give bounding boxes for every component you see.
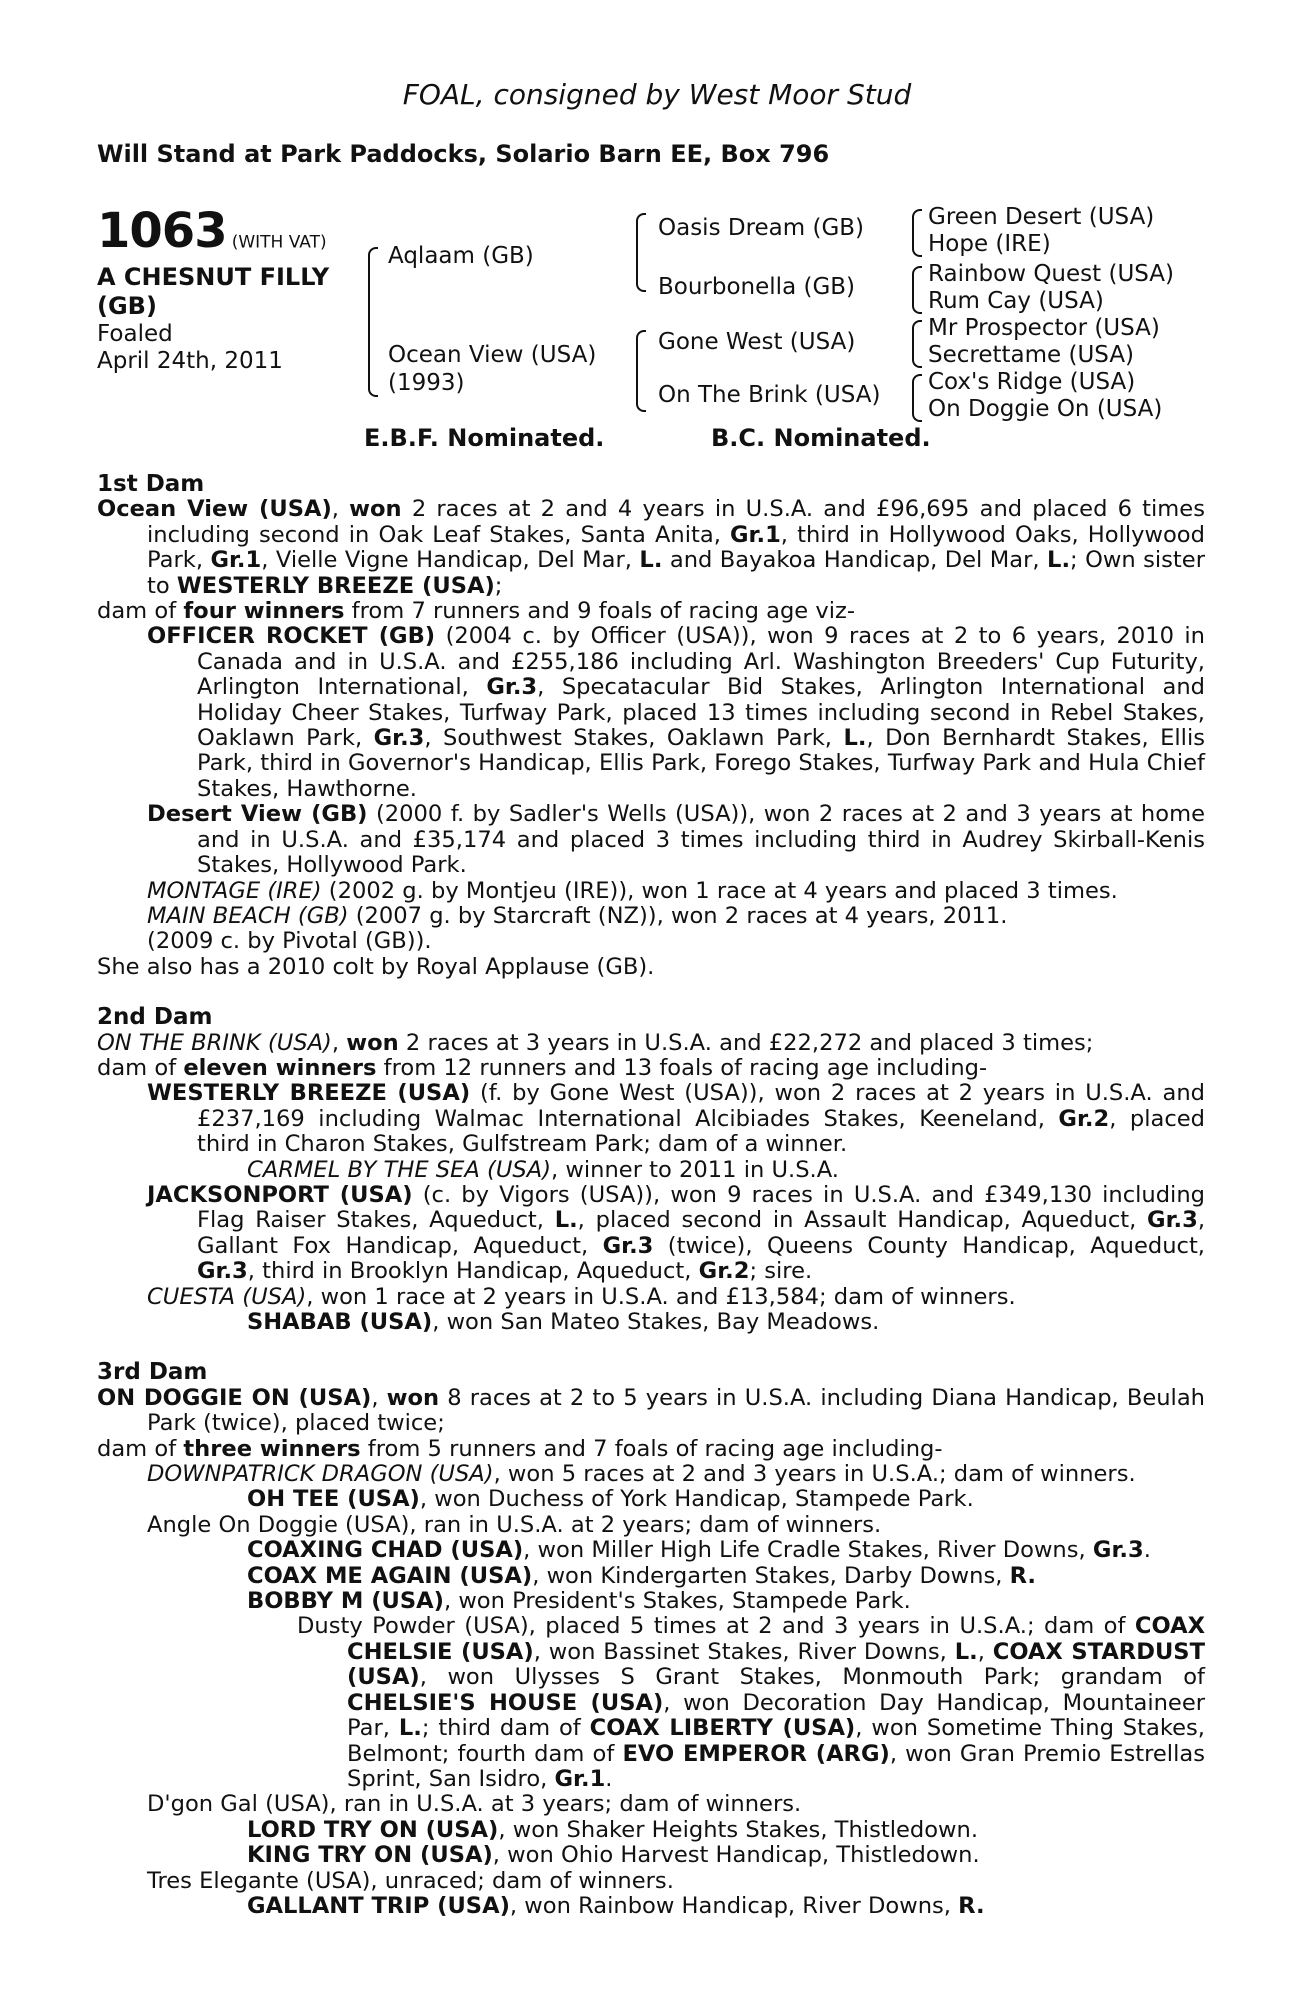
text: , won San Mateo Stakes, Bay Meadows. [432, 1309, 880, 1335]
text: , won Ulysses S Grant Stakes, Monmouth Park; grandam of [419, 1664, 1205, 1691]
horse-name: KING TRY ON (USA) [247, 1842, 493, 1869]
text: , placed second in Assault Handicap, Aqueduct, [577, 1207, 1148, 1234]
text: , won Sometime Thing Stakes, Belmont; fourth dam of [347, 1715, 1205, 1767]
gdam-1: Hope (IRE) [928, 231, 1051, 257]
horse-name: EVO EMPEROR (ARG) [622, 1740, 890, 1767]
text: dam of [97, 598, 184, 625]
listed: L. [1047, 547, 1071, 574]
winners-count: eleven winners [183, 1054, 377, 1081]
listed: L. [398, 1715, 422, 1742]
won-label: won [349, 496, 402, 523]
produce-pivotal-colt: (2009 c. by Pivotal (GB)). [147, 928, 432, 955]
produce-cuesta [97, 1285, 1205, 1310]
horse-name: SHABAB (USA) [247, 1309, 433, 1335]
text: ; sire. [749, 1258, 813, 1285]
text: , won Bassinet Stakes, River Downs, [533, 1638, 955, 1665]
restricted: R. [1009, 1562, 1037, 1589]
horse-name: JACKSONPORT (USA) [147, 1181, 413, 1208]
text: , placed third in Charon Stakes, Gulfstream Park; dam of a winner. [197, 1105, 1205, 1158]
record-text: and Bayakoa Handicap, Del Mar, [662, 547, 1048, 574]
produce-record [97, 472, 1205, 1919]
won-label: won [386, 1384, 440, 1411]
third-dam-record: ON DOGGIE ON (USA), won 8 races at 2 to 5 years in U.S.A. including Diana Handicap, Beulah Park (twice), placed twice; [97, 1384, 1206, 1437]
sire: Aqlaam (GB) [388, 243, 534, 269]
grade: Gr.1 [210, 547, 262, 574]
first-dam-produce-summary [97, 599, 1205, 624]
text: (2004 c. by Officer (USA)), won 9 races at 2 to 6 years, 2010 in Canada and in U.S.A. and £255,186 including Arl. Washington Breeders' Cup Futurity, Arlington International, [197, 623, 1206, 701]
horse-name: LORD TRY ON (USA) [247, 1816, 499, 1843]
text: from 5 runners and 7 foals of racing age including- [360, 1435, 943, 1462]
listed: L. [639, 547, 663, 574]
text: dam of [97, 1435, 184, 1462]
text: , won Gran Premio Estrellas Sprint, San Isidro, [347, 1740, 1205, 1792]
text: ; third dam of [421, 1715, 590, 1742]
pedigree-bracket-2 [636, 213, 646, 292]
text: , Gallant Fox Handicap, Aqueduct, [197, 1207, 1205, 1259]
produce-dusty-powder [97, 1614, 1205, 1792]
produce-dgon-gal: D'gon Gal (USA), ran in U.S.A. at 3 years; dam of winners. [147, 1791, 802, 1818]
text: , won Decoration Day Handicap, Mountaineer Par, [347, 1689, 1206, 1742]
consignor-title: FOAL, consigned by West Moor Stud [402, 78, 912, 111]
sire-dam: Bourbonella (GB) [658, 274, 856, 300]
also-has: She also has a 2010 colt by Royal Applause (GB). [97, 953, 655, 980]
text: , won Duchess of York Handicap, Stampede Park. [419, 1486, 974, 1513]
text: , won 5 races at 2 and 3 years in U.S.A.; dam of winners. [493, 1461, 1136, 1488]
horse-name: GALLANT TRIP (USA) [247, 1892, 510, 1919]
text: , third in Brooklyn Handicap, Aqueduct, [247, 1258, 699, 1285]
first-dam-heading: 1st Dam [97, 471, 205, 497]
second-dam-record: ON THE BRINK (USA), won 2 races at 3 years in U.S.A. and £22,272 and placed 3 times; [97, 1029, 1094, 1056]
produce-bobby-m [97, 1589, 1205, 1614]
grade: Gr.3 [1147, 1207, 1198, 1234]
text: dam of [97, 1054, 184, 1081]
text: , won Ohio Harvest Handicap, Thistledown. [492, 1842, 980, 1869]
second-dam-name: ON THE BRINK (USA) [97, 1029, 332, 1056]
lot-sex-2: (GB) [97, 292, 157, 320]
horse-name: COAX STARDUST (USA) [347, 1638, 1205, 1691]
text: (2007 g. by Starcraft (NZ)), won 2 races at 4 years, 2011. [348, 902, 1008, 929]
text: , winner to 2011 in U.S.A. [551, 1156, 839, 1183]
winners-count: three winners [183, 1435, 361, 1462]
produce-carmel [97, 1158, 1205, 1183]
pedigree-bracket-3 [636, 330, 646, 412]
produce-officer-rocket [97, 624, 1205, 802]
listed: L. [554, 1207, 578, 1234]
text: . [605, 1765, 613, 1792]
text: (2002 g. by Montjeu (IRE)), won 1 race at 4 years and placed 3 times. [321, 877, 1118, 904]
text: , [977, 1638, 993, 1665]
gsire-3: Mr Prospector (USA) [928, 315, 1160, 341]
grade: Gr.3 [197, 1258, 248, 1285]
produce-desert-view [97, 802, 1205, 878]
first-dam-record: Ocean View (USA), won 2 races at 2 and 4 years in U.S.A. and £96,695 and placed 6 times including second in Oak Leaf Stakes, Santa Anita, Gr.1, third in Hollywood Oaks, Hollywood Park, Gr.1, Vielle Vigne Handicap, Del Mar, L. and Bayakoa Handicap, Del Mar, L.; Own sister to WESTERLY BREEZE (USA); [97, 496, 1205, 599]
produce-shabab [97, 1310, 1205, 1335]
horse-name: COAX ME AGAIN (USA) [247, 1562, 533, 1589]
dam-sire: Gone West (USA) [658, 329, 856, 355]
record-text: ; [494, 572, 503, 599]
produce-jacksonport [97, 1183, 1205, 1285]
grade: Gr.3 [373, 725, 425, 752]
text: , won Rainbow Handicap, River Downs, [509, 1892, 959, 1919]
bc-nominated: B.C. Nominated. [711, 424, 931, 452]
text: , won Miller High Life Cradle Stakes, River Downs, [523, 1537, 1093, 1564]
produce-westerly-breeze [97, 1081, 1205, 1157]
won-label: won [346, 1029, 399, 1056]
text: (c. by Vigors (USA)), won 9 races in U.S.A. and £349,130 including Flag Raiser Stakes, Aqueduct, [197, 1181, 1206, 1234]
gdam-4: On Doggie On (USA) [928, 396, 1163, 422]
grade: Gr.3 [486, 674, 538, 701]
pedigree-bracket-5 [912, 266, 922, 314]
grade: Gr.1 [730, 521, 781, 548]
produce-montage [97, 879, 1205, 904]
text: (twice), Queens County Handicap, Aqueduct, [653, 1232, 1205, 1259]
text: , won President's Stakes, Stampede Park. [443, 1588, 911, 1615]
restricted: R. [958, 1892, 985, 1919]
horse-name: OFFICER ROCKET (GB) [147, 623, 436, 650]
winners-count: four winners [183, 598, 345, 625]
grade: Gr.2 [698, 1258, 750, 1285]
third-dam-name: ON DOGGIE ON (USA) [97, 1384, 372, 1411]
listed: L. [843, 725, 867, 752]
grade: Gr.2 [1058, 1105, 1110, 1132]
produce-lord-try-on [97, 1818, 1205, 1843]
pedigree-bracket-6 [912, 320, 922, 368]
text: , won Kindergarten Stakes, Darby Downs, [532, 1562, 1010, 1589]
text: 2 races at 3 years in U.S.A. and £22,272 and placed 3 times; [398, 1029, 1094, 1056]
produce-coaxing-chad [97, 1538, 1205, 1563]
pedigree-bracket-1 [368, 247, 378, 397]
text: (f. by Gone West (USA)), won 2 races at 2 years in U.S.A. and £237,169 including Walmac International Alcibiades Stakes, Keeneland, [197, 1080, 1205, 1132]
horse-name: DOWNPATRICK DRAGON (USA) [147, 1461, 494, 1488]
text: (2000 f. by Sadler's Wells (USA)), won 2 races at 2 and 3 years at home and in U.S.A. and £35,174 and placed 3 times including third in Audrey Skirball-Kenis Stakes, Hollywood Park. [197, 801, 1205, 879]
horse-name: WESTERLY BREEZE (USA) [147, 1080, 471, 1107]
dam: Ocean View (USA) [388, 342, 597, 368]
horse-name: COAX CHELSIE (USA) [347, 1613, 1205, 1665]
text: , Specatacular Bid Stakes, Arlington International and Holiday Cheer Stakes, Turfway Park, placed 13 times including second in Rebel Stakes, Oaklawn Park, [197, 674, 1205, 752]
text: Dusty Powder (USA), placed 5 times at 2 and 3 years in U.S.A.; dam of [297, 1613, 1135, 1640]
horse-name: CUESTA (USA) [147, 1283, 307, 1310]
second-dam-produce-summary [97, 1056, 1205, 1081]
dam-year: (1993) [388, 370, 465, 396]
third-dam-produce-summary [97, 1437, 1205, 1462]
produce-main-beach [97, 904, 1205, 929]
record-text: , third in Hollywood Oaks, Hollywood Park, [147, 521, 1205, 574]
text: , Don Bernhardt Stakes, Ellis Park, third in Governor's Handicap, Ellis Park, Forego Stakes, Turfway Park and Hula Chief Stakes, Hawthorne. [197, 725, 1205, 802]
pedigree-bracket-7 [912, 374, 922, 422]
produce-oh-tee [97, 1487, 1205, 1512]
sister-name: WESTERLY BREEZE (USA) [176, 572, 495, 599]
horse-name: OH TEE (USA) [247, 1486, 420, 1513]
text: , won 1 race at 2 years in U.S.A. and £13,584; dam of winners. [306, 1283, 1016, 1310]
grade: Gr.3 [602, 1232, 654, 1259]
text: . [1143, 1537, 1151, 1564]
first-dam-name: Ocean View (USA) [97, 496, 332, 523]
horse-name: COAX LIBERTY (USA) [589, 1715, 856, 1742]
text: 8 races at 2 to 5 years in U.S.A. including Diana Handicap, Beulah Park (twice), placed twice; [147, 1384, 1206, 1437]
gdam-3: Secrettame (USA) [928, 342, 1135, 368]
text: , won Shaker Heights Stakes, Thistledown. [498, 1816, 979, 1843]
lot-number: 1063 [97, 203, 227, 259]
text: from 12 runners and 13 foals of racing age including- [376, 1054, 988, 1081]
gsire-1: Green Desert (USA) [928, 204, 1155, 230]
lot-sex-1: A CHESNUT FILLY [97, 263, 330, 291]
pedigree-bracket-4 [912, 209, 922, 257]
produce-angle-on-doggie: Angle On Doggie (USA), ran in U.S.A. at 2 years; dam of winners. [147, 1511, 882, 1538]
text: from 7 runners and 9 foals of racing age viz- [344, 598, 856, 625]
produce-tres-elegante: Tres Elegante (USA), unraced; dam of winners. [147, 1867, 674, 1894]
vat-note: (WITH VAT) [231, 232, 327, 253]
horse-name: Desert View (GB) [147, 801, 368, 828]
second-dam-heading: 2nd Dam [97, 1004, 213, 1031]
grade: Gr.3 [1092, 1537, 1144, 1564]
ebf-nominated: E.B.F. Nominated. [364, 424, 605, 452]
horse-name: COAXING CHAD (USA) [247, 1537, 524, 1564]
stand-location: Will Stand at Park Paddocks, Solario Barn EE, Box 796 [97, 140, 830, 168]
listed: L. [954, 1638, 978, 1665]
horse-name: CHELSIE'S HOUSE (USA) [347, 1689, 664, 1716]
foaled-label: Foaled [97, 321, 173, 347]
lot-info [97, 205, 367, 375]
produce-king-try-on [97, 1843, 1205, 1868]
produce-downpatrick [97, 1462, 1205, 1487]
record-text: 2 races at 2 and 4 years in U.S.A. and £96,695 and placed 6 times including second in Oak Leaf Stakes, Santa Anita, [147, 496, 1205, 548]
produce-gallant-trip [97, 1894, 1205, 1919]
sire-sire: Oasis Dream (GB) [658, 215, 865, 241]
horse-name: MAIN BEACH (GB) [147, 902, 349, 929]
produce-coax-me-again [97, 1564, 1205, 1589]
third-dam-heading: 3rd Dam [97, 1359, 208, 1386]
grade: Gr.1 [554, 1765, 606, 1792]
horse-name: MONTAGE (IRE) [147, 877, 322, 904]
text: , Southwest Stakes, Oaklawn Park, [424, 725, 844, 752]
gsire-2: Rainbow Quest (USA) [928, 261, 1175, 287]
gsire-4: Cox's Ridge (USA) [928, 369, 1136, 395]
lot-number-line [97, 205, 367, 257]
foaled-date: April 24th, 2011 [97, 348, 283, 374]
record-text: ; Own sister to [147, 547, 1205, 599]
horse-name: BOBBY M (USA) [247, 1588, 444, 1615]
gdam-2: Rum Cay (USA) [928, 288, 1104, 314]
record-text: , Vielle Vigne Handicap, Del Mar, [261, 547, 640, 574]
horse-name: CARMEL BY THE SEA (USA) [247, 1156, 552, 1183]
dam-dam: On The Brink (USA) [658, 382, 881, 408]
